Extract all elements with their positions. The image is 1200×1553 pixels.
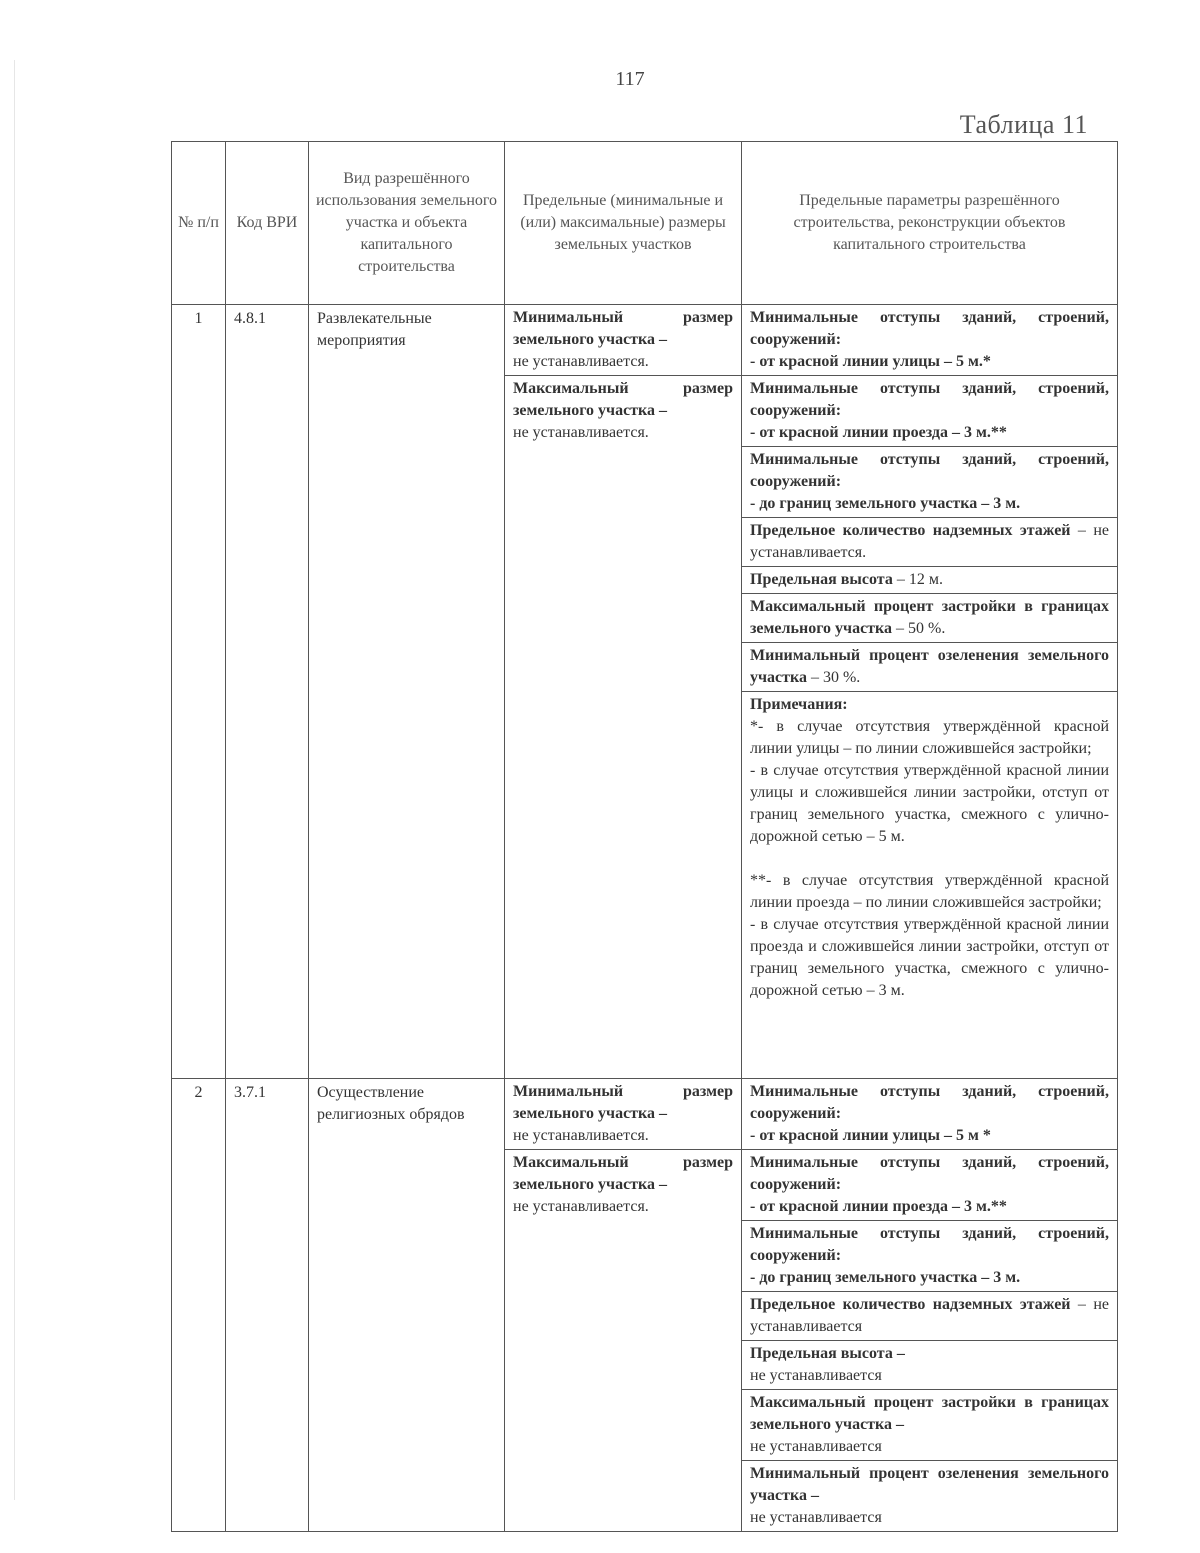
size-max-value: не устанавливается. — [513, 424, 649, 441]
size-min — [505, 1079, 741, 1150]
header-params: Предельные параметры разрешённого строительства, реконструкции объектов капитального строительства — [742, 142, 1118, 305]
param-value: – не устанавливается — [750, 1296, 1109, 1335]
param-item — [742, 643, 1117, 692]
row-vri-name: Осуществление религиозных обрядов — [309, 1079, 505, 1532]
row-vri-name: Развлекательные мероприятия — [309, 305, 505, 1079]
notes-street: *- в случае отсутствия утверждённой красной линии улицы – по линии сложившейся застройки; - в случае отсутствия утверждённой красной линии улицы и сложившейся линии застройки, отступ от границ земельного участка, смежного с улично-дорожной сетью – 5 м. — [750, 718, 1109, 845]
size-min-value: не устанавливается. — [513, 353, 649, 370]
notes — [742, 692, 1117, 1004]
size-min-title: Минимальный размер земельного участка – — [513, 309, 733, 348]
param-value: не устанавливается — [750, 1367, 882, 1384]
param-value: - от красной линии улицы – 5 м * — [750, 1127, 991, 1144]
param-title: Минимальные отступы зданий, строений, сооружений: — [750, 1225, 1109, 1264]
param-title: Предельная высота — [750, 571, 893, 588]
param-value: – 12 м. — [892, 571, 943, 588]
scan-edge-line — [14, 60, 15, 1500]
row-num: 1 — [172, 305, 226, 1079]
param-item — [742, 1221, 1117, 1292]
size-max-title: Максимальный размер земельного участка – — [513, 380, 733, 419]
size-max-value: не устанавливается. — [513, 1198, 649, 1215]
param-title: Максимальный процент застройки в границах земельного участка — [750, 598, 1109, 637]
size-max — [505, 1150, 741, 1220]
header-sizes: Предельные (минимальные и (или) максимальные) размеры земельных участков — [505, 142, 742, 305]
param-title: Минимальные отступы зданий, строений, сооружений: — [750, 1083, 1109, 1122]
param-value: - от красной линии проезда – 3 м.** — [750, 424, 1007, 441]
param-value: – 30 %. — [806, 669, 861, 686]
param-value: - от красной линии улицы – 5 м.* — [750, 353, 991, 370]
param-item — [742, 1292, 1117, 1341]
table-row — [172, 305, 1118, 1079]
param-title: Минимальный процент озеленения земельного участка — [750, 647, 1109, 686]
table-row — [172, 1079, 1118, 1532]
table-header-row — [172, 142, 1118, 305]
param-item — [742, 1341, 1117, 1390]
param-title: Максимальный процент застройки в границах земельного участка – — [750, 1394, 1109, 1433]
row-code: 4.8.1 — [226, 305, 309, 1079]
size-max — [505, 376, 741, 446]
header-vri: Вид разрешённого использования земельного участка и объекта капитального строительства — [309, 142, 505, 305]
param-title: Минимальный процент озеленения земельного участка – — [750, 1465, 1109, 1504]
size-min-value: не устанавливается. — [513, 1127, 649, 1144]
param-item — [742, 447, 1117, 518]
param-value: не устанавливается — [750, 1509, 882, 1526]
row-sizes — [505, 1079, 742, 1532]
row-num: 2 — [172, 1079, 226, 1532]
page-number: 117 — [615, 68, 645, 90]
param-value: не устанавливается — [750, 1438, 882, 1455]
size-min — [505, 305, 741, 376]
param-item — [742, 567, 1117, 594]
param-title: Минимальные отступы зданий, строений, сооружений: — [750, 380, 1109, 419]
param-title: Предельное количество надземных этажей — [750, 1296, 1071, 1313]
param-title: Минимальные отступы зданий, строений, сооружений: — [750, 1154, 1109, 1193]
param-item — [742, 1461, 1117, 1531]
param-item — [742, 1079, 1117, 1150]
zoning-parameters-table — [171, 141, 1118, 1532]
row-sizes — [505, 305, 742, 1079]
param-title: Минимальные отступы зданий, строений, сооружений: — [750, 451, 1109, 490]
param-value: – 50 %. — [892, 620, 946, 637]
notes-title: Примечания: — [750, 696, 848, 713]
size-max-title: Максимальный размер земельного участка – — [513, 1154, 733, 1193]
param-item — [742, 376, 1117, 447]
param-value: – не устанавливается. — [750, 522, 1109, 561]
header-num: № п/п — [172, 142, 226, 305]
param-item — [742, 1150, 1117, 1221]
param-value: - от красной линии проезда – 3 м.** — [750, 1198, 1007, 1215]
param-value: - до границ земельного участка – 3 м. — [750, 495, 1021, 512]
size-min-title: Минимальный размер земельного участка – — [513, 1083, 733, 1122]
param-title: Предельная высота – — [750, 1345, 905, 1362]
header-code: Код ВРИ — [226, 142, 309, 305]
param-item — [742, 594, 1117, 643]
param-title: Предельное количество надземных этажей — [750, 522, 1071, 539]
param-title: Минимальные отступы зданий, строений, сооружений: — [750, 309, 1109, 348]
param-item — [742, 1390, 1117, 1461]
row-params — [742, 305, 1118, 1079]
param-value: - до границ земельного участка – 3 м. — [750, 1269, 1021, 1286]
param-item — [742, 518, 1117, 567]
table-caption: Таблица 11 — [959, 110, 1088, 139]
param-item — [742, 305, 1117, 376]
notes-passage: **- в случае отсутствия утверждённой красной линии проезда – по линии сложившейся застройки; - в случае отсутствия утверждённой красной линии проезда и сложившейся линии застройки, отступ от границ земельного участка, смежного с улично-дорожной сетью – 3 м. — [750, 872, 1109, 999]
row-code: 3.7.1 — [226, 1079, 309, 1532]
row-params — [742, 1079, 1118, 1532]
